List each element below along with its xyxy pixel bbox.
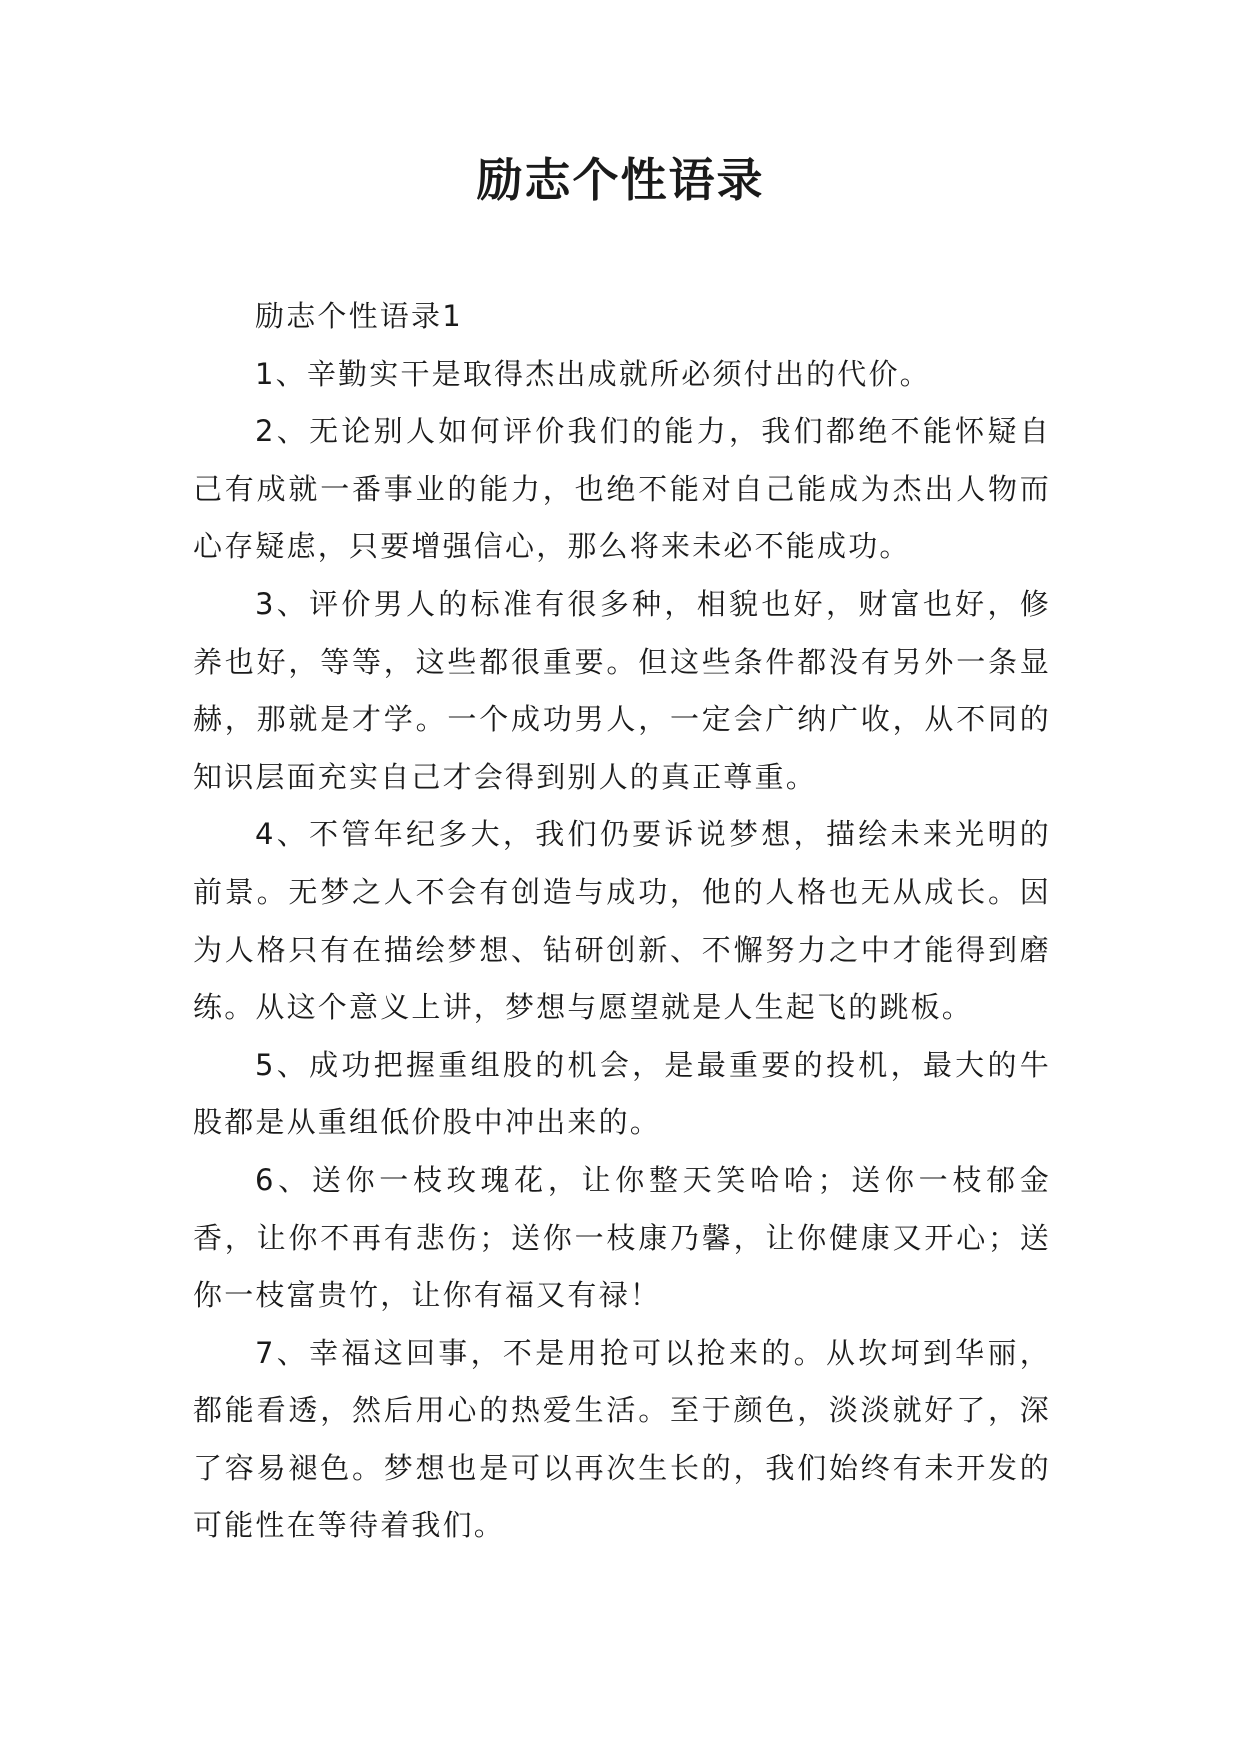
paragraph-quote-5: 5、成功把握重组股的机会，是最重要的投机，最大的牛股都是从重组低价股中冲出来的。 xyxy=(193,1047,1051,1140)
paragraph-quote-2: 2、无论别人如何评价我们的能力，我们都绝不能怀疑自己有成就一番事业的能力，也绝不能对自己能成为杰出人物而心存疑虑，只要增强信心，那么将来未必不能成功。 xyxy=(193,414,1051,564)
paragraph-quote-3: 3、评价男人的标准有很多种，相貌也好，财富也好，修养也好，等等，这些都很重要。但这些条件都没有另外一条显赫，那就是才学。一个成功男人，一定会广纳广收，从不同的知识层面充实自己才会得到别人的真正尊重。 xyxy=(193,586,1051,794)
paragraph-quote-1: 1、辛勤实干是取得杰出成就所必须付出的代价。 xyxy=(255,356,931,391)
document-title: 励志个性语录 xyxy=(476,153,765,207)
paragraph-quote-7: 7、幸福这回事，不是用抢可以抢来的。从坎坷到华丽，都能看透，然后用心的热爱生活。至于颜色，淡淡就好了，深了容易褪色。梦想也是可以再次生长的，我们始终有未开发的可能性在等待着我们。 xyxy=(193,1335,1051,1543)
paragraph-quote-6: 6、送你一枝玫瑰花，让你整天笑哈哈；送你一枝郁金香，让你不再有悲伤；送你一枝康乃馨，让你健康又开心；送你一枝富贵竹，让你有福又有禄！ xyxy=(193,1162,1051,1313)
paragraph-heading: 励志个性语录1 xyxy=(255,299,463,333)
document-body xyxy=(193,288,1051,1555)
paragraph-quote-4: 4、不管年纪多大，我们仍要诉说梦想，描绘未来光明的前景。无梦之人不会有创造与成功，他的人格也无从成长。因为人格只有在描绘梦想、钻研创新、不懈努力之中才能得到磨练。从这个意义上讲，梦想与愿望就是人生起飞的跳板。 xyxy=(193,817,1051,1025)
